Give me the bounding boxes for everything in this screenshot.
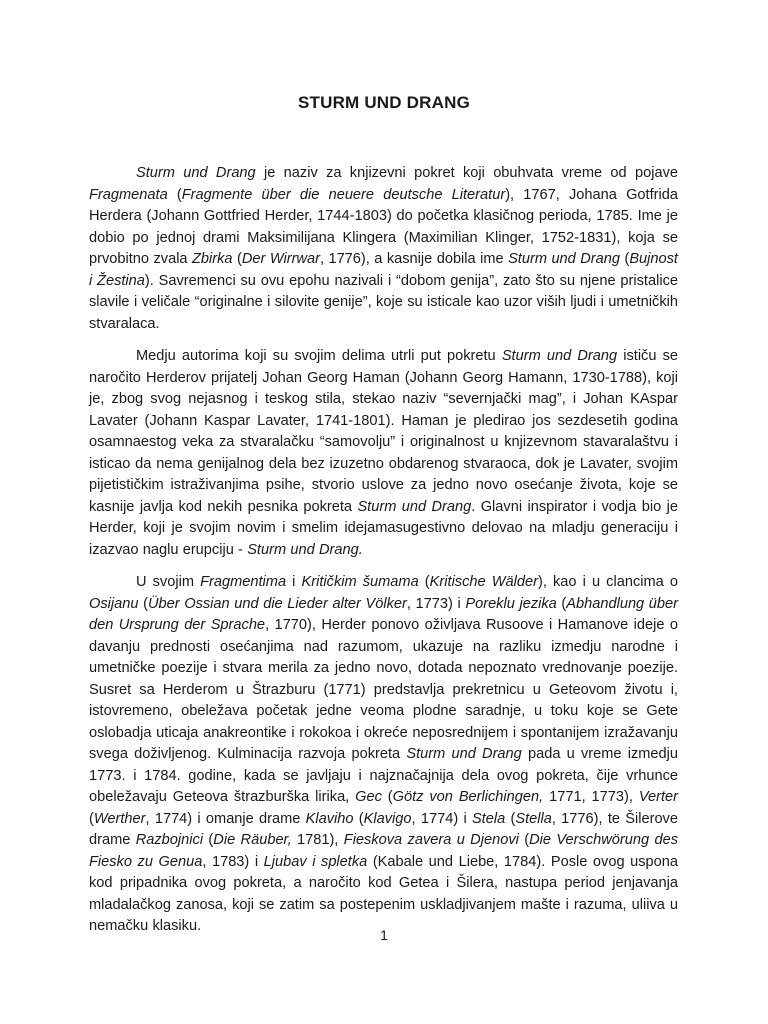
italic-text-run: Sturm und Drang xyxy=(406,746,522,762)
text-run: . Glavni inspirator i vodja bio je Herder, koji je svojim novim i smelim idejamasugestivno delovao na mladju generaciju i izazvao naglu erupciju - xyxy=(89,498,679,558)
text-run: ( xyxy=(138,595,148,612)
text-run: ( xyxy=(89,810,94,827)
italic-text-run: Razbojnici xyxy=(135,832,204,848)
text-run: , 1776), te Šilerove drame xyxy=(89,810,678,848)
document-title: STURM UND DRANG xyxy=(297,93,471,112)
italic-text-run: Sturm und Drang xyxy=(508,251,620,267)
italic-text-run: Fragmenata xyxy=(89,186,168,203)
italic-text-run: Sturm und Drang. xyxy=(247,541,363,558)
italic-text-run: Sturm und Drang xyxy=(136,165,256,181)
page-number: 1 xyxy=(380,927,388,943)
text-run: ( xyxy=(203,832,214,848)
italic-text-run: Zbirka xyxy=(192,251,233,267)
italic-text-run: Die Räuber, xyxy=(213,832,292,848)
italic-text-run: Götz von Berlichingen, xyxy=(392,789,544,805)
italic-text-run: Kritische Wälder xyxy=(429,574,538,590)
italic-text-run: Ljubav i spletka xyxy=(263,853,368,870)
italic-text-run: Der Wirrwar xyxy=(241,251,320,267)
paragraph-2 xyxy=(89,346,678,561)
italic-text-run: Stella xyxy=(515,810,552,827)
italic-text-run: Werther xyxy=(93,810,146,827)
text-run: 1771, 1773), xyxy=(543,789,639,805)
italic-text-run: Klavigo xyxy=(363,810,412,827)
italic-text-run: Verter xyxy=(638,789,679,805)
paragraph-3 xyxy=(89,572,678,938)
italic-text-run: Abhandlung über den Ursprung der Sprache xyxy=(89,595,678,633)
text-run: ( xyxy=(620,251,630,267)
italic-text-run: Poreklu jezika xyxy=(465,595,557,612)
text-run: ( xyxy=(505,810,516,827)
text-run: ističu se naročito Herderov prijatelj Johan Georg Haman (Johann Georg Hamann, 1730-1788), koji je, zbog svog nejasnog i teskog stila, stekao naziv “severnjački mag”, i Johan KAspar Lavater (Johann Kaspar Lavater, 1741-1801). Haman je pledirao jos sezdesetih godina osamnaestog veka za stvaralačku “samovolju” i originalnost u knjizevnom stavaralaštvu i isticao da nema genijalnog dela bez izuzetno obdarenog stvaraoca, dok je Lavater, svojim pijetističkim istraživanjima psihe, stvorio uslove za jedno novo osećanje života, koje se kasnije javlja kod nekih pesnika pokreta xyxy=(89,348,679,515)
text-run: ( xyxy=(418,574,430,590)
italic-text-run: Die Verschwörung des Fiesko zu Genua xyxy=(89,832,678,870)
text-run: , 1774) i omanje drame xyxy=(145,810,306,827)
text-run: ). Savremenci su ovu epohu nazivali i “dobom genija”, zato što su njene pristalice slavile i veličale “originalne i silovite genije”, koje su isticale kao uzor viših ljudi i umetničkih stvaralaca. xyxy=(89,272,678,332)
text-run: ( xyxy=(518,832,530,848)
text-run: , 1773) i xyxy=(406,595,466,612)
text-run: ( xyxy=(556,595,567,612)
text-run: , 1776), a kasnije dobila ime xyxy=(319,251,509,267)
italic-text-run: Bujnost i Žestina xyxy=(89,251,678,289)
text-run: ( xyxy=(353,810,364,827)
text-run: , 1783) i xyxy=(202,853,264,870)
italic-text-run: Sturm und Drang xyxy=(357,498,472,515)
italic-text-run: Osijanu xyxy=(89,595,139,612)
italic-text-run: Über Ossian und die Lieder alter Völker xyxy=(147,595,407,612)
text-run: pada u vreme izmedju 1773. i 1784. godine, kada se javljaju i najznačajnija dela ovog pokreta, čije vrhunce obeležavaju Geteova štrazburška lirika, xyxy=(89,746,678,805)
italic-text-run: Fragmentima xyxy=(200,574,287,590)
text-run: ), kao i u clancima o xyxy=(537,574,678,590)
italic-text-run: Stela xyxy=(471,810,506,827)
text-run: (Kabale und Liebe, 1784). Posle ovog uspona kod pripadnika ovog pokreta, a naročito kod Getea i Šilera, nastupa period jenjavanja mladalačkog zanosa, koji se zatim sa postepenim uskladjivanjem mašte i razuma, uliiva u nemačku klasiku. xyxy=(89,853,679,934)
document-body xyxy=(89,163,678,949)
paragraph-1 xyxy=(89,163,678,335)
text-run: ), 1767, Johana Gotfrida Herdera (Johann Gottfried Herder, 1744-1803) do početka klasičnog perioda, 1785. Ime je dobio po jednoj drami Maksimilijana Klingera (Maximilian Klinger, 1752-1831), koja se prvobitno zvala xyxy=(89,186,678,267)
italic-text-run: Fragmente über die neuere deutsche Literatur xyxy=(181,186,506,203)
italic-text-run: Sturm und Drang xyxy=(501,348,618,364)
text-run: U svojim xyxy=(136,574,201,590)
text-run: ( xyxy=(167,186,182,203)
text-run: 1781), xyxy=(291,832,344,848)
text-run: Medju autorima koji su svojim delima utrli put pokretu xyxy=(136,348,502,364)
italic-text-run: Fieskova zavera u Djenovi xyxy=(343,832,519,848)
italic-text-run: Kritičkim šumama xyxy=(301,574,419,590)
text-run: ( xyxy=(381,789,393,805)
text-run: ( xyxy=(232,251,242,267)
text-run: , 1774) i xyxy=(411,810,472,827)
italic-text-run: Klaviho xyxy=(305,810,354,827)
text-run: je naziv za knjizevni pokret koji obuhvata vreme od pojave xyxy=(255,165,678,181)
text-run: , 1770), Herder ponovo oživljava Rusoove i Hamanove ideje o davanju prednosti osećanjima nad razumom, ukazuje na razliku izmedju narodne i umetničke poezije i stvara merila za jedno novo, dotada nepoznato vrednovanje poezije. Susret sa Herderom u Štrazburu (1771) predstavlja prekretnicu u Geteovom životu i, istovremeno, obeležava početak jedne veoma plodne saradnje, u toku koje se Gete oslobadja uticaja anakreontike i rokokoa i okreće neposrednijem i spontanijem izražavanju svega doživljenog. Kulminacija razvoja pokreta xyxy=(89,617,679,762)
text-run: i xyxy=(286,574,302,590)
italic-text-run: Gec xyxy=(355,789,382,805)
